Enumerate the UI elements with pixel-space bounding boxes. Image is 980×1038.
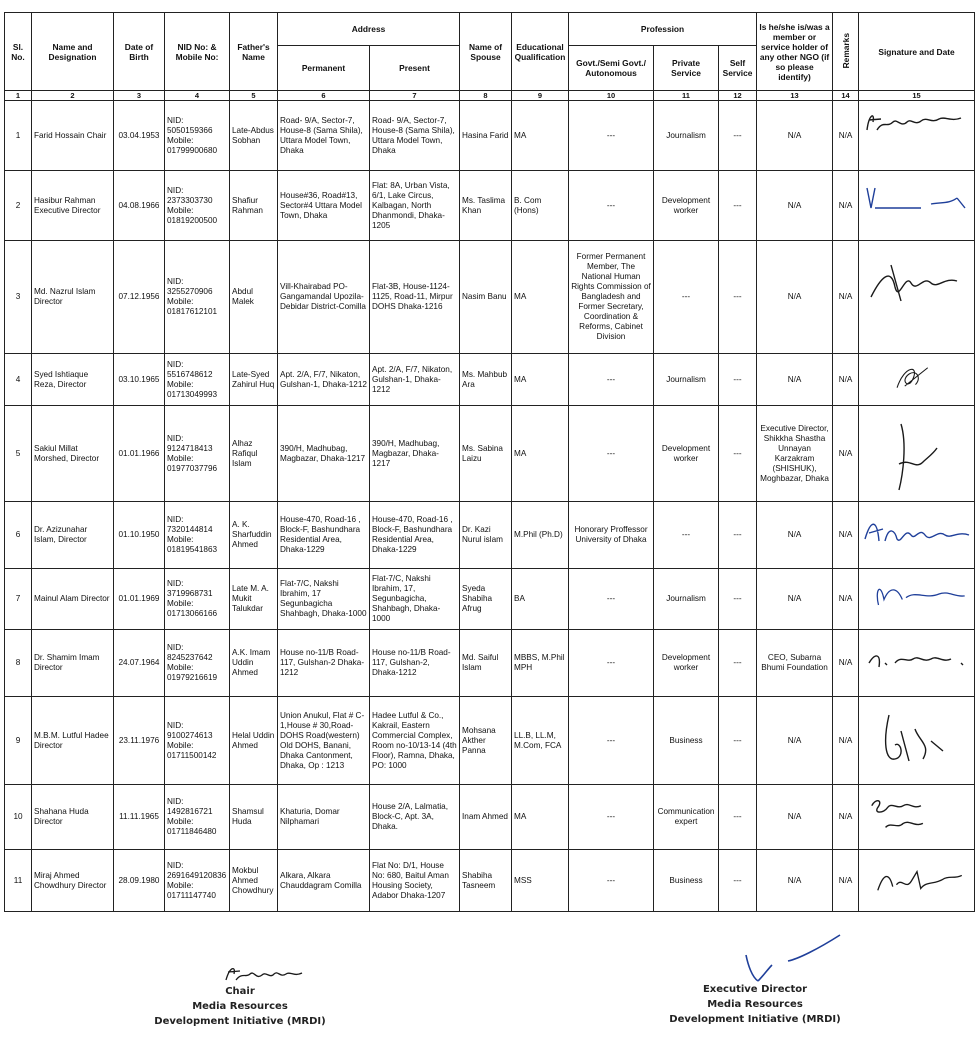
cell-remarks: N/A: [833, 569, 859, 630]
cell-govt: ---: [569, 171, 654, 241]
cell-nid: NID: 1492816721 Mobile: 01711846480: [165, 785, 230, 850]
cell-present: Flat: 8A, Urban Vista, 6/1, Lake Circus, Kalbagan, North Dhanmondi, Dhaka-1205: [370, 171, 460, 241]
header-signature: Signature and Date: [859, 13, 975, 91]
cell-father: Late-Syed Zahirul Huq: [230, 354, 278, 406]
cell-dob: 24.07.1964: [114, 630, 165, 697]
cell-dob: 11.11.1965: [114, 785, 165, 850]
cell-sl: 10: [5, 785, 32, 850]
cell-govt: ---: [569, 406, 654, 502]
cell-present: Flat-7/C, Nakshi Ibrahim, 17, Segunbagicha, Shahbagh, Dhaka-1000: [370, 569, 460, 630]
cell-govt: ---: [569, 697, 654, 785]
signature-image: [859, 785, 975, 850]
cell-member: CEO, Subarna Bhumi Foundation: [757, 630, 833, 697]
cell-nid: NID: 7320144814 Mobile: 01819541863: [165, 502, 230, 569]
cell-self: ---: [719, 406, 757, 502]
cell-edu: M.Phil (Ph.D): [512, 502, 569, 569]
table-row: [5, 502, 975, 569]
cell-name: Syed Ishtiaque Reza, Director: [32, 354, 114, 406]
cell-edu: MA: [512, 354, 569, 406]
cell-remarks: N/A: [833, 850, 859, 912]
cell-self: ---: [719, 101, 757, 171]
cell-remarks: N/A: [833, 502, 859, 569]
cell-father: Alhaz Rafiqul Islam: [230, 406, 278, 502]
cell-name: Mainul Alam Director: [32, 569, 114, 630]
cell-edu: MA: [512, 406, 569, 502]
executive-director-signature-image: [738, 925, 848, 990]
cell-nid: NID: 2691649120836 Mobile: 01711147740: [165, 850, 230, 912]
header-present: Present: [370, 46, 460, 91]
footer-right-org2: Development Initiative (MRDI): [669, 1014, 841, 1025]
cell-nid: NID: 8245237642 Mobile: 01979216619: [165, 630, 230, 697]
cell-govt: ---: [569, 630, 654, 697]
cell-dob: 28.09.1980: [114, 850, 165, 912]
cell-self: ---: [719, 354, 757, 406]
cell-self: ---: [719, 171, 757, 241]
cell-dob: 03.10.1965: [114, 354, 165, 406]
header-remarks-text: Remarks: [840, 32, 851, 69]
header-self: Self Service: [719, 46, 757, 91]
signature-image: [859, 850, 975, 912]
column-number: 15: [859, 91, 975, 101]
cell-name: Dr. Azizunahar Islam, Director: [32, 502, 114, 569]
cell-remarks: N/A: [833, 101, 859, 171]
header-address: Address: [278, 13, 460, 46]
table-body: [5, 101, 975, 912]
cell-remarks: N/A: [833, 241, 859, 354]
cell-private: ---: [654, 241, 719, 354]
cell-dob: 04.08.1966: [114, 171, 165, 241]
cell-self: ---: [719, 502, 757, 569]
table-row: [5, 406, 975, 502]
cell-member: N/A: [757, 241, 833, 354]
header-permanent: Permanent: [278, 46, 370, 91]
cell-permanent: House-470, Road-16 , Block-F, Bashundhara Residential Area, Dhaka-1229: [278, 502, 370, 569]
cell-present: Apt. 2/A, F/7, Nikaton, Gulshan-1, Dhaka-1212: [370, 354, 460, 406]
cell-edu: MBBS, M.Phil MPH: [512, 630, 569, 697]
cell-sl: 4: [5, 354, 32, 406]
cell-permanent: Alkara, Alkara Chauddagram Comilla: [278, 850, 370, 912]
cell-nid: NID: 5050159366 Mobile: 01799900680: [165, 101, 230, 171]
cell-self: ---: [719, 850, 757, 912]
header-spouse: Name of Spouse: [460, 13, 512, 91]
cell-member: Executive Director, Shikkha Shastha Unnayan Karzakram (SHISHUK), Moghbazar, Dhaka: [757, 406, 833, 502]
cell-private: Journalism: [654, 569, 719, 630]
cell-self: ---: [719, 785, 757, 850]
cell-nid: NID: 3255270906 Mobile: 01817612101: [165, 241, 230, 354]
column-number-row: [5, 91, 975, 101]
signature-image: [859, 354, 975, 406]
cell-private: Journalism: [654, 354, 719, 406]
cell-permanent: 390/H, Madhubag, Magbazar, Dhaka-1217: [278, 406, 370, 502]
cell-permanent: Flat-7/C, Nakshi Ibrahim, 17 Segunbagicha Shahbagh, Dhaka-1000: [278, 569, 370, 630]
column-number: 14: [833, 91, 859, 101]
cell-govt: ---: [569, 569, 654, 630]
column-number: 12: [719, 91, 757, 101]
cell-member: N/A: [757, 569, 833, 630]
cell-edu: B. Com (Hons): [512, 171, 569, 241]
cell-remarks: N/A: [833, 697, 859, 785]
cell-permanent: House#36, Road#13, Sector#4 Uttara Model Town, Dhaka: [278, 171, 370, 241]
cell-self: ---: [719, 630, 757, 697]
cell-sl: 2: [5, 171, 32, 241]
cell-spouse: Md. Saiful Islam: [460, 630, 512, 697]
cell-edu: MA: [512, 241, 569, 354]
cell-name: Hasibur Rahman Executive Director: [32, 171, 114, 241]
column-number: 8: [460, 91, 512, 101]
table-row: [5, 569, 975, 630]
table-row: [5, 785, 975, 850]
column-number: 11: [654, 91, 719, 101]
cell-member: N/A: [757, 354, 833, 406]
cell-member: N/A: [757, 171, 833, 241]
cell-nid: NID: 3719968731 Mobile: 01713066166: [165, 569, 230, 630]
cell-father: A.K. Imam Uddin Ahmed: [230, 630, 278, 697]
cell-father: Shafiur Rahman: [230, 171, 278, 241]
cell-spouse: Hasina Farid: [460, 101, 512, 171]
cell-edu: LL.B, LL.M, M.Com, FCA: [512, 697, 569, 785]
signature-image: [859, 697, 975, 785]
cell-dob: 01.01.1969: [114, 569, 165, 630]
signature-image: [859, 502, 975, 569]
cell-spouse: Ms. Mahbub Ara: [460, 354, 512, 406]
cell-present: 390/H, Madhubag, Magbazar, Dhaka-1217: [370, 406, 460, 502]
cell-sl: 1: [5, 101, 32, 171]
signature-image: [859, 630, 975, 697]
cell-name: Dr. Shamim Imam Director: [32, 630, 114, 697]
cell-govt: ---: [569, 354, 654, 406]
footer-left-org2: Development Initiative (MRDI): [154, 1016, 326, 1027]
cell-dob: 01.10.1950: [114, 502, 165, 569]
cell-govt: ---: [569, 785, 654, 850]
cell-remarks: N/A: [833, 785, 859, 850]
cell-govt: ---: [569, 850, 654, 912]
cell-edu: MSS: [512, 850, 569, 912]
footer-left-org: Media Resources: [192, 1001, 288, 1012]
column-number: 13: [757, 91, 833, 101]
table-row: [5, 171, 975, 241]
cell-name: Miraj Ahmed Chowdhury Director: [32, 850, 114, 912]
cell-private: Business: [654, 850, 719, 912]
footer-right-title: Executive Director: [702, 984, 808, 995]
table-row: [5, 850, 975, 912]
cell-name: Md. Nazrul Islam Director: [32, 241, 114, 354]
column-number: 2: [32, 91, 114, 101]
cell-edu: BA: [512, 569, 569, 630]
header-private: Private Service: [654, 46, 719, 91]
cell-edu: MA: [512, 785, 569, 850]
header-ngo-member: Is he/she is/was a member or service holder of any other NGO (if so please identify): [757, 13, 833, 91]
cell-spouse: Syeda Shabiha Afrug: [460, 569, 512, 630]
column-number: 3: [114, 91, 165, 101]
signature-image: [859, 406, 975, 502]
header-father: Father's Name: [230, 13, 278, 91]
cell-spouse: Mohsana Akther Panna: [460, 697, 512, 785]
cell-dob: 23.11.1976: [114, 697, 165, 785]
cell-father: Helal Uddin Ahmed: [230, 697, 278, 785]
cell-private: Development worker: [654, 171, 719, 241]
cell-govt: Former Permanent Member, The National Human Rights Commission of Bangladesh and Former Secretary, Coordination & Reforms, Cabinet Division: [569, 241, 654, 354]
column-number: 4: [165, 91, 230, 101]
cell-present: Road- 9/A, Sector-7, House-8 (Sama Shila), Uttara Model Town, Dhaka: [370, 101, 460, 171]
cell-sl: 5: [5, 406, 32, 502]
column-number: 1: [5, 91, 32, 101]
column-number: 10: [569, 91, 654, 101]
cell-member: N/A: [757, 101, 833, 171]
cell-present: Flat-3B, House-1124-1125, Road-11, Mirpur DOHS Dhaka-1216: [370, 241, 460, 354]
cell-sl: 6: [5, 502, 32, 569]
cell-nid: NID: 5516748612 Mobile: 01713049993: [165, 354, 230, 406]
cell-sl: 7: [5, 569, 32, 630]
cell-nid: NID: 9124718413 Mobile: 01977037796: [165, 406, 230, 502]
cell-spouse: Nasim Banu: [460, 241, 512, 354]
table-row: [5, 354, 975, 406]
cell-private: Development worker: [654, 630, 719, 697]
header-sl: Sl. No.: [5, 13, 32, 91]
cell-govt: ---: [569, 101, 654, 171]
cell-present: Hadee Lutful & Co., Kakrail, Eastern Commercial Complex, Room no-10/13-14 (4th Floor), Ramna, Dhaka, PO: 1000: [370, 697, 460, 785]
header-nid: NID No: & Mobile No:: [165, 13, 230, 91]
cell-father: Mokbul Ahmed Chowdhury: [230, 850, 278, 912]
table-row: [5, 101, 975, 171]
cell-dob: 07.12.1956: [114, 241, 165, 354]
cell-name: Sakiul Millat Morshed, Director: [32, 406, 114, 502]
signature-image: [859, 569, 975, 630]
cell-permanent: Road- 9/A, Sector-7, House-8 (Sama Shila), Uttara Model Town, Dhaka: [278, 101, 370, 171]
cell-name: Farid Hossain Chair: [32, 101, 114, 171]
cell-member: N/A: [757, 502, 833, 569]
cell-remarks: N/A: [833, 171, 859, 241]
cell-permanent: House no-11/B Road-117, Gulshan-2 Dhaka-1212: [278, 630, 370, 697]
cell-self: ---: [719, 697, 757, 785]
cell-govt: Honorary Proffessor University of Dhaka: [569, 502, 654, 569]
cell-member: N/A: [757, 850, 833, 912]
header-remarks: [833, 13, 859, 91]
cell-member: N/A: [757, 785, 833, 850]
cell-dob: 03.04.1953: [114, 101, 165, 171]
column-number: 7: [370, 91, 460, 101]
footer-left-signatory: [150, 984, 330, 1029]
cell-father: Abdul Malek: [230, 241, 278, 354]
cell-remarks: N/A: [833, 630, 859, 697]
signature-image: [859, 241, 975, 354]
footer-left-title: Chair: [225, 986, 255, 997]
cell-spouse: Shabiha Tasneem: [460, 850, 512, 912]
signature-image: [859, 101, 975, 171]
cell-permanent: Vill-Khairabad PO-Gangamandal Upozila-Debidar District-Comilla: [278, 241, 370, 354]
header-dob: Date of Birth: [114, 13, 165, 91]
table-row: [5, 630, 975, 697]
header-govt: Govt./Semi Govt./ Autonomous: [569, 46, 654, 91]
cell-spouse: Ms. Sabina Laizu: [460, 406, 512, 502]
cell-father: Late M. A. Mukit Talukdar: [230, 569, 278, 630]
header-education: Educational Qualification: [512, 13, 569, 91]
column-number: 5: [230, 91, 278, 101]
cell-spouse: Dr. Kazi Nurul islam: [460, 502, 512, 569]
footer-right-org: Media Resources: [707, 999, 803, 1010]
cell-self: ---: [719, 241, 757, 354]
cell-present: House 2/A, Lalmatia, Block-C, Apt. 3A, Dhaka.: [370, 785, 460, 850]
cell-sl: 8: [5, 630, 32, 697]
cell-private: Development worker: [654, 406, 719, 502]
cell-sl: 3: [5, 241, 32, 354]
directors-table: [4, 12, 975, 912]
cell-present: House no-11/B Road-117, Gulshan-2, Dhaka-1212: [370, 630, 460, 697]
cell-present: Flat No: D/1, House No: 680, Baitul Aman Housing Society, Adabor Dhaka-1207: [370, 850, 460, 912]
cell-spouse: Inam Ahmed: [460, 785, 512, 850]
cell-remarks: N/A: [833, 406, 859, 502]
cell-father: Shamsul Huda: [230, 785, 278, 850]
cell-permanent: Apt. 2/A, F/7, Nikaton, Gulshan-1, Dhaka-1212: [278, 354, 370, 406]
cell-father: A. K. Sharfuddin Ahmed: [230, 502, 278, 569]
cell-sl: 11: [5, 850, 32, 912]
cell-member: N/A: [757, 697, 833, 785]
footer-right-signatory: [665, 982, 845, 1027]
cell-self: ---: [719, 569, 757, 630]
cell-remarks: N/A: [833, 354, 859, 406]
cell-private: Business: [654, 697, 719, 785]
cell-private: Communication expert: [654, 785, 719, 850]
cell-permanent: Union Anukul, Flat # C-1,House # 30,Road-DOHS Road(western) Old DOHS, Banani, Dhaka Cantonment, Dhaka, Op : 1213: [278, 697, 370, 785]
cell-sl: 9: [5, 697, 32, 785]
cell-private: Journalism: [654, 101, 719, 171]
cell-father: Late-Abdus Sobhan: [230, 101, 278, 171]
cell-private: ---: [654, 502, 719, 569]
header-profession: Profession: [569, 13, 757, 46]
cell-edu: MA: [512, 101, 569, 171]
cell-spouse: Ms. Taslima Khan: [460, 171, 512, 241]
header-name: Name and Designation: [32, 13, 114, 91]
cell-name: Shahana Huda Director: [32, 785, 114, 850]
cell-dob: 01.01.1966: [114, 406, 165, 502]
table-row: [5, 241, 975, 354]
column-number: 6: [278, 91, 370, 101]
cell-permanent: Khaturia, Domar Nilphamari: [278, 785, 370, 850]
table-row: [5, 697, 975, 785]
cell-nid: NID: 9100274613 Mobile: 01711500142: [165, 697, 230, 785]
column-number: 9: [512, 91, 569, 101]
cell-nid: NID: 2373303730 Mobile: 01819200500: [165, 171, 230, 241]
cell-name: M.B.M. Lutful Hadee Director: [32, 697, 114, 785]
cell-present: House-470, Road-16 , Block-F, Bashundhara Residential Area, Dhaka-1229: [370, 502, 460, 569]
signature-image: [859, 171, 975, 241]
